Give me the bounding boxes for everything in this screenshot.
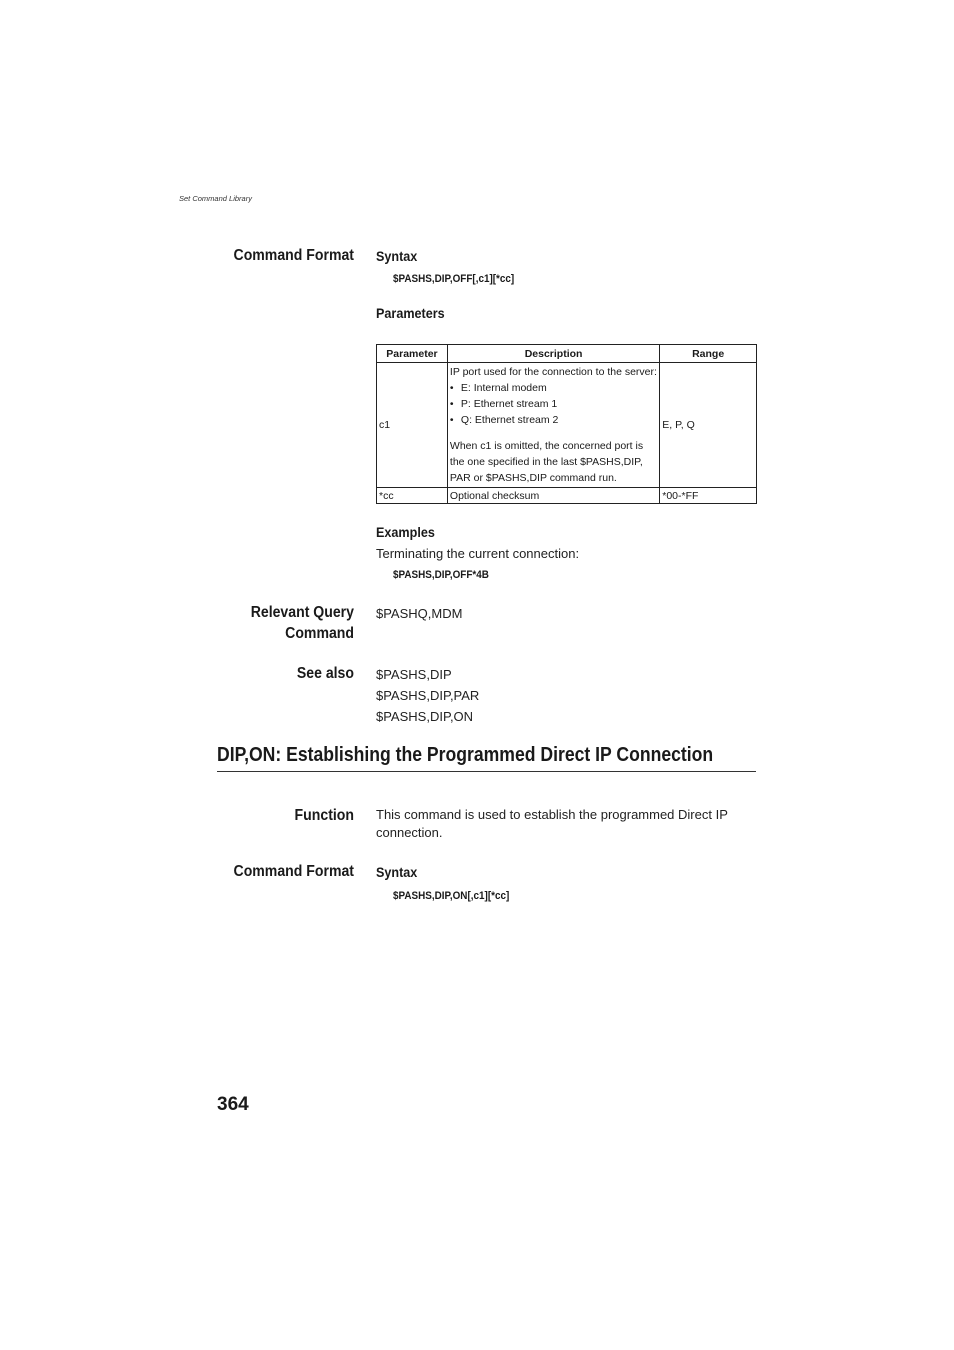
description-cell: Optional checksum [447,488,659,504]
parameters-table [376,344,757,504]
range-cell: *00-*FF [660,488,757,504]
header-parameter: Parameter [377,345,448,363]
see-also-label: See also [296,665,354,682]
relevant-query-label-line2: Command [285,625,354,642]
param-cell: *cc [377,488,448,504]
example-text: Terminating the current connection: [376,546,580,561]
range-cell: E, P, Q [660,363,757,488]
list-item: • E: Internal modem [450,380,657,396]
syntax-heading: Syntax [376,248,418,264]
relevant-query-label [213,602,354,644]
relevant-query-value: $PASHQ,MDM [376,606,463,621]
title-rule [217,771,756,772]
table-row [377,488,757,504]
syntax-code: $PASHS,DIP,OFF[,c1][*cc] [393,273,515,285]
table-row [377,363,757,488]
parameters-heading: Parameters [376,305,445,321]
description-intro: IP port used for the connection to the server: [449,366,657,378]
example-code: $PASHS,DIP,OFF*4B [393,569,489,581]
port-option-list [450,380,657,428]
syntax-heading-2: Syntax [376,864,418,880]
list-item: • P: Ethernet stream 1 [450,396,657,412]
function-text: This command is used to establish the programmed Direct IP connection. [376,807,728,840]
param-cell: c1 [377,363,448,488]
table-header-row [377,345,757,363]
list-item: • Q: Ethernet stream 2 [450,412,657,428]
examples-heading: Examples [376,524,435,540]
list-item: $PASHS,DIP,ON [376,709,474,724]
header-description: Description [447,345,659,363]
command-format-label: Command Format [233,247,354,264]
header-range: Range [660,345,757,363]
list-item: $PASHS,DIP [376,667,452,682]
description-cell [447,363,659,488]
list-item: $PASHS,DIP,PAR [376,688,480,703]
description-note: When c1 is omitted, the concerned port is the one specified in the last $PASHS,DIP, PAR or $PASHS,DIP command run. [449,440,644,484]
section-title: DIP,ON: Establishing the Programmed Direct IP Connection [217,744,714,766]
page-number: 364 [217,1094,249,1115]
command-format-label-2: Command Format [233,863,354,880]
running-header: Set Command Library [179,194,252,203]
syntax-code-2: $PASHS,DIP,ON[,c1][*cc] [393,890,510,902]
relevant-query-label-line1: Relevant Query [250,604,354,621]
see-also-list [376,664,479,727]
function-label: Function [294,807,354,824]
